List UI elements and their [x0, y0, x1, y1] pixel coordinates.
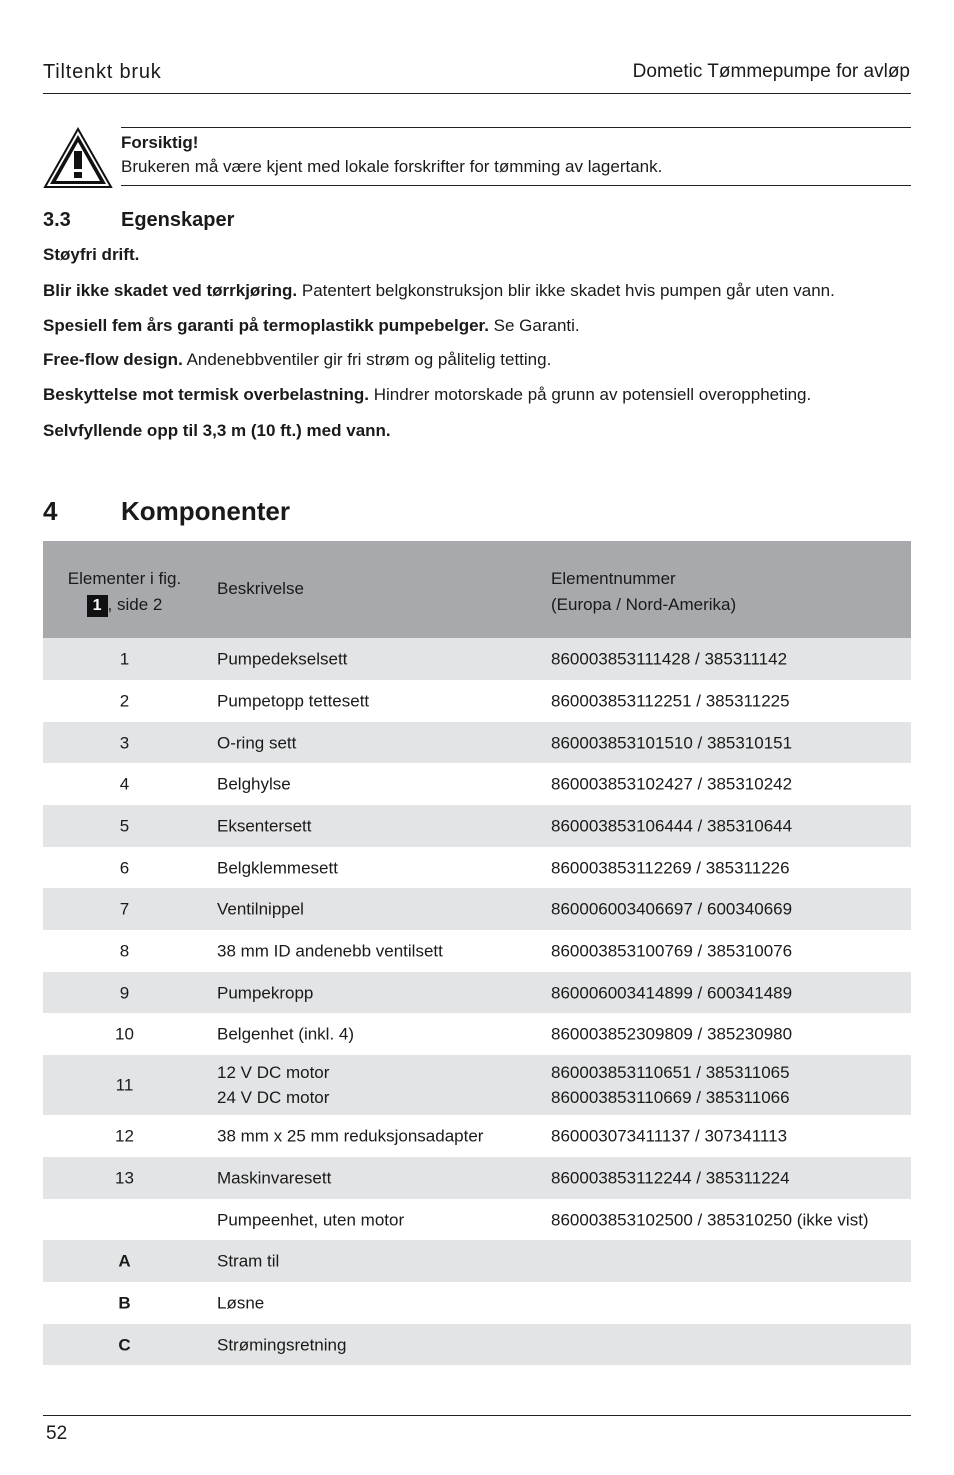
row-description-line: 12 V DC motor	[217, 1063, 330, 1082]
feature-item	[43, 421, 391, 441]
header-document-title: Dometic Tømmepumpe for avløp	[632, 61, 910, 82]
feature-text: Se Garanti.	[488, 316, 580, 335]
table-row	[43, 930, 911, 972]
feature-item	[43, 281, 835, 301]
table-row	[43, 1324, 911, 1365]
row-number: 860003853100769 / 385310076	[551, 941, 793, 961]
table-row	[43, 1013, 911, 1055]
caution-bottom-rule	[121, 185, 911, 186]
feature-item	[43, 245, 139, 265]
table-row	[43, 680, 911, 722]
row-item: 6	[119, 858, 130, 877]
table-row	[43, 1055, 911, 1115]
row-item: 4	[119, 774, 130, 794]
row-number: 860006003414899 / 600341489	[551, 983, 793, 1002]
table-row	[43, 763, 911, 805]
chapter-title: Komponenter	[121, 496, 290, 526]
footer-divider	[43, 1415, 911, 1416]
feature-item	[43, 350, 551, 370]
row-number: 860003853106444 / 385310644	[551, 816, 793, 836]
section-title: Egenskaper	[121, 209, 235, 231]
table-row	[43, 805, 911, 847]
page-number: 52	[46, 1423, 68, 1444]
header-elements-line1: Elementer i fig.	[67, 569, 182, 588]
feature-item	[43, 316, 580, 336]
row-item: 1	[119, 649, 130, 669]
row-description: O-ring sett	[217, 733, 297, 752]
figure-badge: 1	[87, 595, 108, 617]
row-item: 8	[119, 941, 130, 961]
caution-text: Brukeren må være kjent med lokale forskrifter for tømming av lagertank.	[121, 157, 663, 176]
table-row	[43, 722, 911, 763]
row-item: A	[118, 1251, 131, 1271]
row-description: Ventilnippel	[217, 899, 304, 919]
row-number: 860006003406697 / 600340669	[551, 899, 793, 919]
row-number	[551, 1060, 790, 1110]
header-description-column: Beskrivelse	[217, 579, 304, 598]
row-number-line: 860003853110669 / 385311066	[551, 1088, 790, 1107]
feature-text: Hindrer motorskade på grunn av potensiell overoppheting.	[368, 385, 812, 404]
row-number: 860003853111428 / 385311142	[551, 649, 788, 669]
header-number-line1: Elementnummer	[551, 569, 676, 588]
table-row	[43, 1115, 911, 1157]
row-item: 3	[119, 733, 130, 752]
row-number: 860003853112269 / 385311226	[551, 858, 790, 877]
feature-text: Patentert belgkonstruksjon blir ikke skadet hvis pumpen går uten vann.	[297, 281, 835, 300]
row-item: 10	[115, 1024, 134, 1044]
caution-top-rule	[121, 127, 911, 128]
header-divider	[43, 93, 911, 94]
row-number: 860003073411137 / 307341113	[551, 1126, 788, 1146]
row-description	[217, 1060, 329, 1110]
row-description: Belghylse	[217, 774, 291, 794]
header-number-column	[551, 566, 736, 618]
header-elements-line2: , side 2	[107, 595, 163, 614]
feature-bold: Støyfri drift.	[43, 245, 140, 264]
row-description: 38 mm x 25 mm reduksjonsadapter	[217, 1126, 484, 1146]
row-description: Stram til	[217, 1251, 280, 1271]
row-item: B	[118, 1293, 131, 1313]
table-row	[43, 1240, 911, 1282]
row-item: 12	[115, 1126, 134, 1146]
header-elements-column	[43, 566, 206, 618]
row-item: 7	[119, 899, 130, 919]
header-section-title: Tiltenkt bruk	[43, 61, 162, 83]
row-description-line: 24 V DC motor	[217, 1088, 330, 1107]
row-number-line: 860003853110651 / 385311065	[551, 1063, 790, 1082]
row-description: Belgklemmesett	[217, 858, 338, 877]
row-description: Maskinvaresett	[217, 1168, 332, 1188]
table-row	[43, 972, 911, 1013]
feature-bold: Beskyttelse mot termisk overbelastning.	[43, 385, 369, 404]
row-number: 860003853112244 / 385311224	[551, 1168, 790, 1188]
row-description: Belgenhet (inkl. 4)	[217, 1024, 355, 1044]
table-row	[43, 888, 911, 930]
row-description: Pumpekropp	[217, 983, 314, 1002]
header-number-line2: (Europa / Nord-Amerika)	[551, 595, 737, 614]
row-item: 5	[119, 816, 130, 836]
table-row	[43, 638, 911, 680]
row-number: 860003853102427 / 385310242	[551, 774, 793, 794]
feature-text: Andenebbventiler gir fri strøm og pålitelig tetting.	[182, 350, 552, 369]
table-row	[43, 1282, 911, 1324]
row-description: 38 mm ID andenebb ventilsett	[217, 941, 443, 961]
row-description: Strømingsretning	[217, 1335, 347, 1354]
row-description: Eksentersett	[217, 816, 312, 836]
row-item: 9	[119, 983, 130, 1002]
row-description: Pumpeenhet, uten motor	[217, 1210, 405, 1229]
table-row	[43, 1157, 911, 1199]
row-description: Pumpedekselsett	[217, 649, 348, 669]
row-item: C	[118, 1335, 131, 1354]
feature-bold: Selvfyllende opp til 3,3 m (10 ft.) med vann.	[43, 421, 391, 440]
feature-bold: Blir ikke skadet ved tørrkjøring.	[43, 281, 298, 300]
feature-item	[43, 385, 811, 405]
row-number: 860003853101510 / 385310151	[551, 733, 793, 752]
section-number: 3.3	[43, 209, 71, 231]
row-item: 11	[115, 1075, 134, 1095]
warning-triangle-icon	[43, 127, 113, 189]
row-description: Pumpetopp tettesett	[217, 691, 370, 711]
caution-title: Forsiktig!	[121, 133, 199, 152]
row-item: 2	[119, 691, 130, 711]
feature-bold: Free-flow design.	[43, 350, 183, 369]
feature-bold: Spesiell fem års garanti på termoplastikk pumpebelger.	[43, 316, 489, 335]
row-item: 13	[115, 1168, 134, 1188]
row-number: 860003853102500 / 385310250 (ikke vist)	[551, 1210, 869, 1229]
row-number: 860003852309809 / 385230980	[551, 1024, 793, 1044]
row-number: 860003853112251 / 385311225	[551, 691, 790, 711]
table-row	[43, 1199, 911, 1240]
chapter-number: 4	[43, 496, 58, 526]
table-row	[43, 847, 911, 888]
row-description: Løsne	[217, 1293, 265, 1313]
